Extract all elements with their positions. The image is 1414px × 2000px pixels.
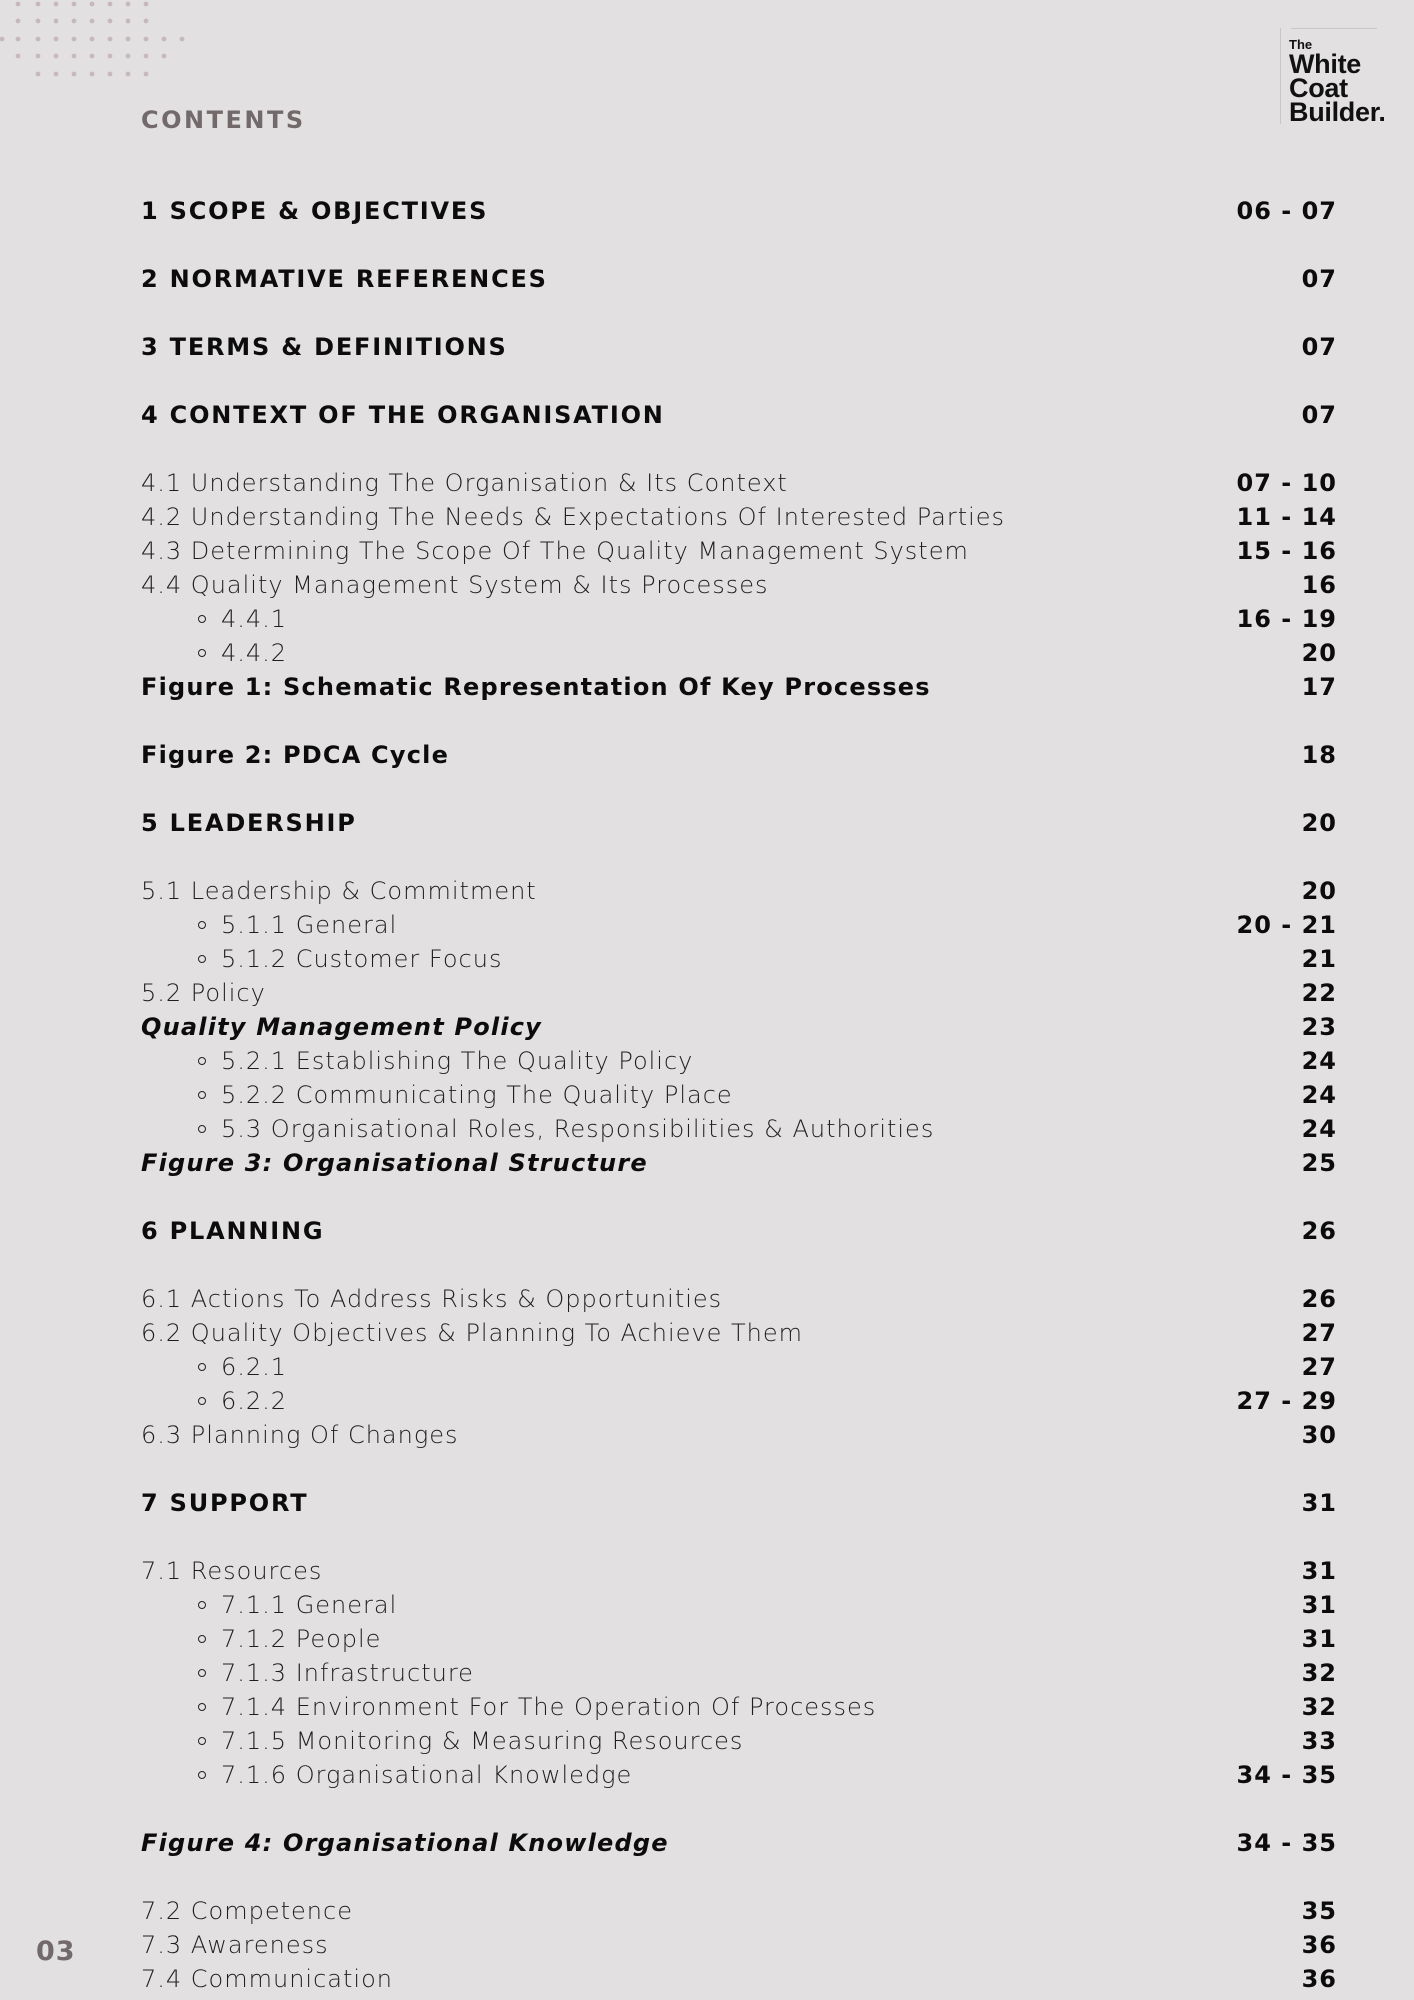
toc-heading-row[interactable] [141,1214,1337,1248]
toc-item-row[interactable] [141,1282,1337,1316]
toc-item-row[interactable] [141,1894,1337,1928]
toc-entry-label: 4.3 Determining The Scope Of The Quality Management System [141,537,969,565]
toc-spacer [141,840,1337,874]
toc-sub-row[interactable] [141,636,1337,670]
toc-item-row[interactable] [141,534,1337,568]
toc-sub-row[interactable] [141,1078,1337,1112]
toc-sub-row[interactable] [141,1112,1337,1146]
toc-entry-page: 20 [1301,877,1337,905]
toc-entry-page: 24 [1301,1115,1337,1143]
toc-entry-page: 27 [1301,1319,1337,1347]
toc-item-row[interactable] [141,976,1337,1010]
toc-entry-label: 4 CONTEXT OF THE ORGANISATION [141,401,665,429]
toc-entry-page: 20 [1301,809,1337,837]
toc-entry-page: 25 [1301,1149,1337,1177]
toc-sub-row[interactable] [141,602,1337,636]
toc-entry-label: 2 NORMATIVE REFERENCES [141,265,548,293]
brand-logo [1280,28,1386,127]
toc-entry-label: 7.4 Communication [141,1965,393,1993]
toc-entry-page: 18 [1301,741,1337,769]
toc-sub-row[interactable] [141,1690,1337,1724]
toc-item-row[interactable] [141,466,1337,500]
toc-heading-row[interactable] [141,330,1337,364]
toc-entry-page: 32 [1301,1693,1337,1721]
toc-sub-row[interactable] [141,1758,1337,1792]
toc-entry-page: 35 [1301,1897,1337,1925]
toc-entry-page: 20 [1301,639,1337,667]
toc-entry-page: 36 [1301,1931,1337,1959]
toc-entry-label: 7.1.4 Environment For The Operation Of Processes [141,1690,876,1724]
toc-entry-label: Figure 2: PDCA Cycle [141,741,450,769]
toc-sub-row[interactable] [141,908,1337,942]
toc-spacer [141,1248,1337,1282]
toc-entry-label: Figure 4: Organisational Knowledge [141,1829,669,1857]
toc-entry-label: Figure 1: Schematic Representation Of Key Processes [141,673,931,701]
toc-entry-page: 26 [1301,1285,1337,1313]
toc-entry-label: 5.2 Policy [141,979,266,1007]
toc-entry-label: 6 PLANNING [141,1217,325,1245]
toc-spacer [141,432,1337,466]
toc-entry-page: 16 [1301,571,1337,599]
toc-entry-label: 6.1 Actions To Address Risks & Opportunities [141,1285,723,1313]
toc-heading-row[interactable] [141,1486,1337,1520]
toc-entry-label: 5.2.1 Establishing The Quality Policy [141,1044,693,1078]
toc-spacer [141,296,1337,330]
toc-entry-label: 4.4 Quality Management System & Its Processes [141,571,769,599]
logo-the: The [1289,37,1313,52]
toc-entry-page: 17 [1301,673,1337,701]
toc-heading-row[interactable] [141,194,1337,228]
toc-sub-row[interactable] [141,1656,1337,1690]
toc-entry-page: 07 [1301,333,1337,361]
toc-entry-page: 15 - 16 [1236,537,1337,565]
toc-entry-page: 33 [1301,1727,1337,1755]
toc-spacer [141,704,1337,738]
toc-entry-page: 31 [1301,1557,1337,1585]
toc-figure-row[interactable] [141,670,1337,704]
toc-item-row[interactable] [141,1418,1337,1452]
toc-spacer [141,228,1337,262]
toc-entry-label: 3 TERMS & DEFINITIONS [141,333,508,361]
toc-entry-label: 4.4.2 [141,636,287,670]
toc-entry-page: 06 - 07 [1236,197,1337,225]
toc-sub-row[interactable] [141,1588,1337,1622]
toc-entry-label: 5 LEADERSHIP [141,809,357,837]
toc-sub-row[interactable] [141,1350,1337,1384]
toc-figure-row[interactable] [141,1010,1337,1044]
toc-entry-label: 7.3 Awareness [141,1931,329,1959]
toc-entry-label: 6.2 Quality Objectives & Planning To Achieve Them [141,1319,803,1347]
logo-line-3: Builder. [1289,97,1386,127]
toc-spacer [141,1452,1337,1486]
toc-entry-page: 34 - 35 [1236,1761,1337,1789]
toc-sub-row[interactable] [141,1384,1337,1418]
toc-entry-label: 6.2.1 [141,1350,287,1384]
toc-entry-label: 5.1.2 Customer Focus [141,942,502,976]
toc-item-row[interactable] [141,500,1337,534]
toc-heading-row[interactable] [141,398,1337,432]
toc-entry-page: 23 [1301,1013,1337,1041]
toc-figure-row[interactable] [141,1826,1337,1860]
toc-entry-label: 7.1.3 Infrastructure [141,1656,474,1690]
toc-entry-page: 31 [1301,1591,1337,1619]
toc-entry-label: 1 SCOPE & OBJECTIVES [141,197,489,225]
toc-item-row[interactable] [141,874,1337,908]
toc-entry-page: 31 [1301,1625,1337,1653]
toc-entry-label: 6.2.2 [141,1384,287,1418]
toc-entry-page: 11 - 14 [1236,503,1337,531]
toc-sub-row[interactable] [141,942,1337,976]
toc-entry-label: 7.1.1 General [141,1588,397,1622]
toc-item-row[interactable] [141,568,1337,602]
toc-entry-page: 07 [1301,401,1337,429]
toc-entry-page: 20 - 21 [1236,911,1337,939]
logo-line-1: White [1289,49,1361,79]
toc-entry-page: 24 [1301,1081,1337,1109]
toc-spacer [141,1860,1337,1894]
toc-entry-label: 5.1 Leadership & Commitment [141,877,537,905]
toc-entry-page: 22 [1301,979,1337,1007]
toc-entry-page: 07 [1301,265,1337,293]
toc-entry-page: 32 [1301,1659,1337,1687]
toc-figure-row[interactable] [141,1146,1337,1180]
toc-spacer [141,1520,1337,1554]
toc-spacer [141,1180,1337,1214]
toc-entry-label: Figure 3: Organisational Structure [141,1149,648,1177]
toc-entry-label: 4.4.1 [141,602,287,636]
toc-entry-label: 7.2 Competence [141,1897,353,1925]
toc-item-row[interactable] [141,1928,1337,1962]
toc-entry-page: 26 [1301,1217,1337,1245]
toc-entry-page: 07 - 10 [1236,469,1337,497]
toc-item-row[interactable] [141,1962,1337,1996]
toc-entry-label: Quality Management Policy [141,1013,543,1041]
toc-entry-page: 21 [1301,945,1337,973]
logo-line-2: Coat [1289,73,1348,103]
toc-item-row[interactable] [141,1554,1337,1588]
table-of-contents [141,194,1337,1996]
toc-entry-page: 27 [1301,1353,1337,1381]
toc-entry-label: 5.2.2 Communicating The Quality Place [141,1078,733,1112]
toc-spacer [141,364,1337,398]
toc-entry-page: 31 [1301,1489,1337,1517]
toc-entry-label: 5.1.1 General [141,908,397,942]
toc-entry-label: 7.1.2 People [141,1622,381,1656]
toc-sub-row[interactable] [141,1724,1337,1758]
toc-sub-row[interactable] [141,1622,1337,1656]
toc-entry-page: 16 - 19 [1236,605,1337,633]
toc-spacer [141,772,1337,806]
page-title: CONTENTS [141,106,306,134]
toc-entry-page: 30 [1301,1421,1337,1449]
toc-entry-page: 34 - 35 [1236,1829,1337,1857]
toc-entry-label: 7 SUPPORT [141,1489,309,1517]
toc-entry-label: 7.1.6 Organisational Knowledge [141,1758,632,1792]
toc-spacer [141,1792,1337,1826]
decorative-dot-pattern [0,0,200,90]
toc-item-row[interactable] [141,1316,1337,1350]
toc-entry-label: 4.1 Understanding The Organisation & Its Context [141,469,788,497]
toc-heading-row[interactable] [141,262,1337,296]
toc-heading-row[interactable] [141,806,1337,840]
toc-entry-label: 4.2 Understanding The Needs & Expectations Of Interested Parties [141,503,1006,531]
toc-entry-page: 24 [1301,1047,1337,1075]
toc-entry-label: 5.3 Organisational Roles, Responsibilities & Authorities [141,1112,934,1146]
toc-figure-row[interactable] [141,738,1337,772]
toc-entry-label: 7.1.5 Monitoring & Measuring Resources [141,1724,743,1758]
page-number: 03 [36,1936,76,1967]
toc-entry-page: 36 [1301,1965,1337,1993]
toc-entry-page: 27 - 29 [1236,1387,1337,1415]
toc-entry-label: 7.1 Resources [141,1557,323,1585]
toc-entry-label: 6.3 Planning Of Changes [141,1421,459,1449]
toc-sub-row[interactable] [141,1044,1337,1078]
